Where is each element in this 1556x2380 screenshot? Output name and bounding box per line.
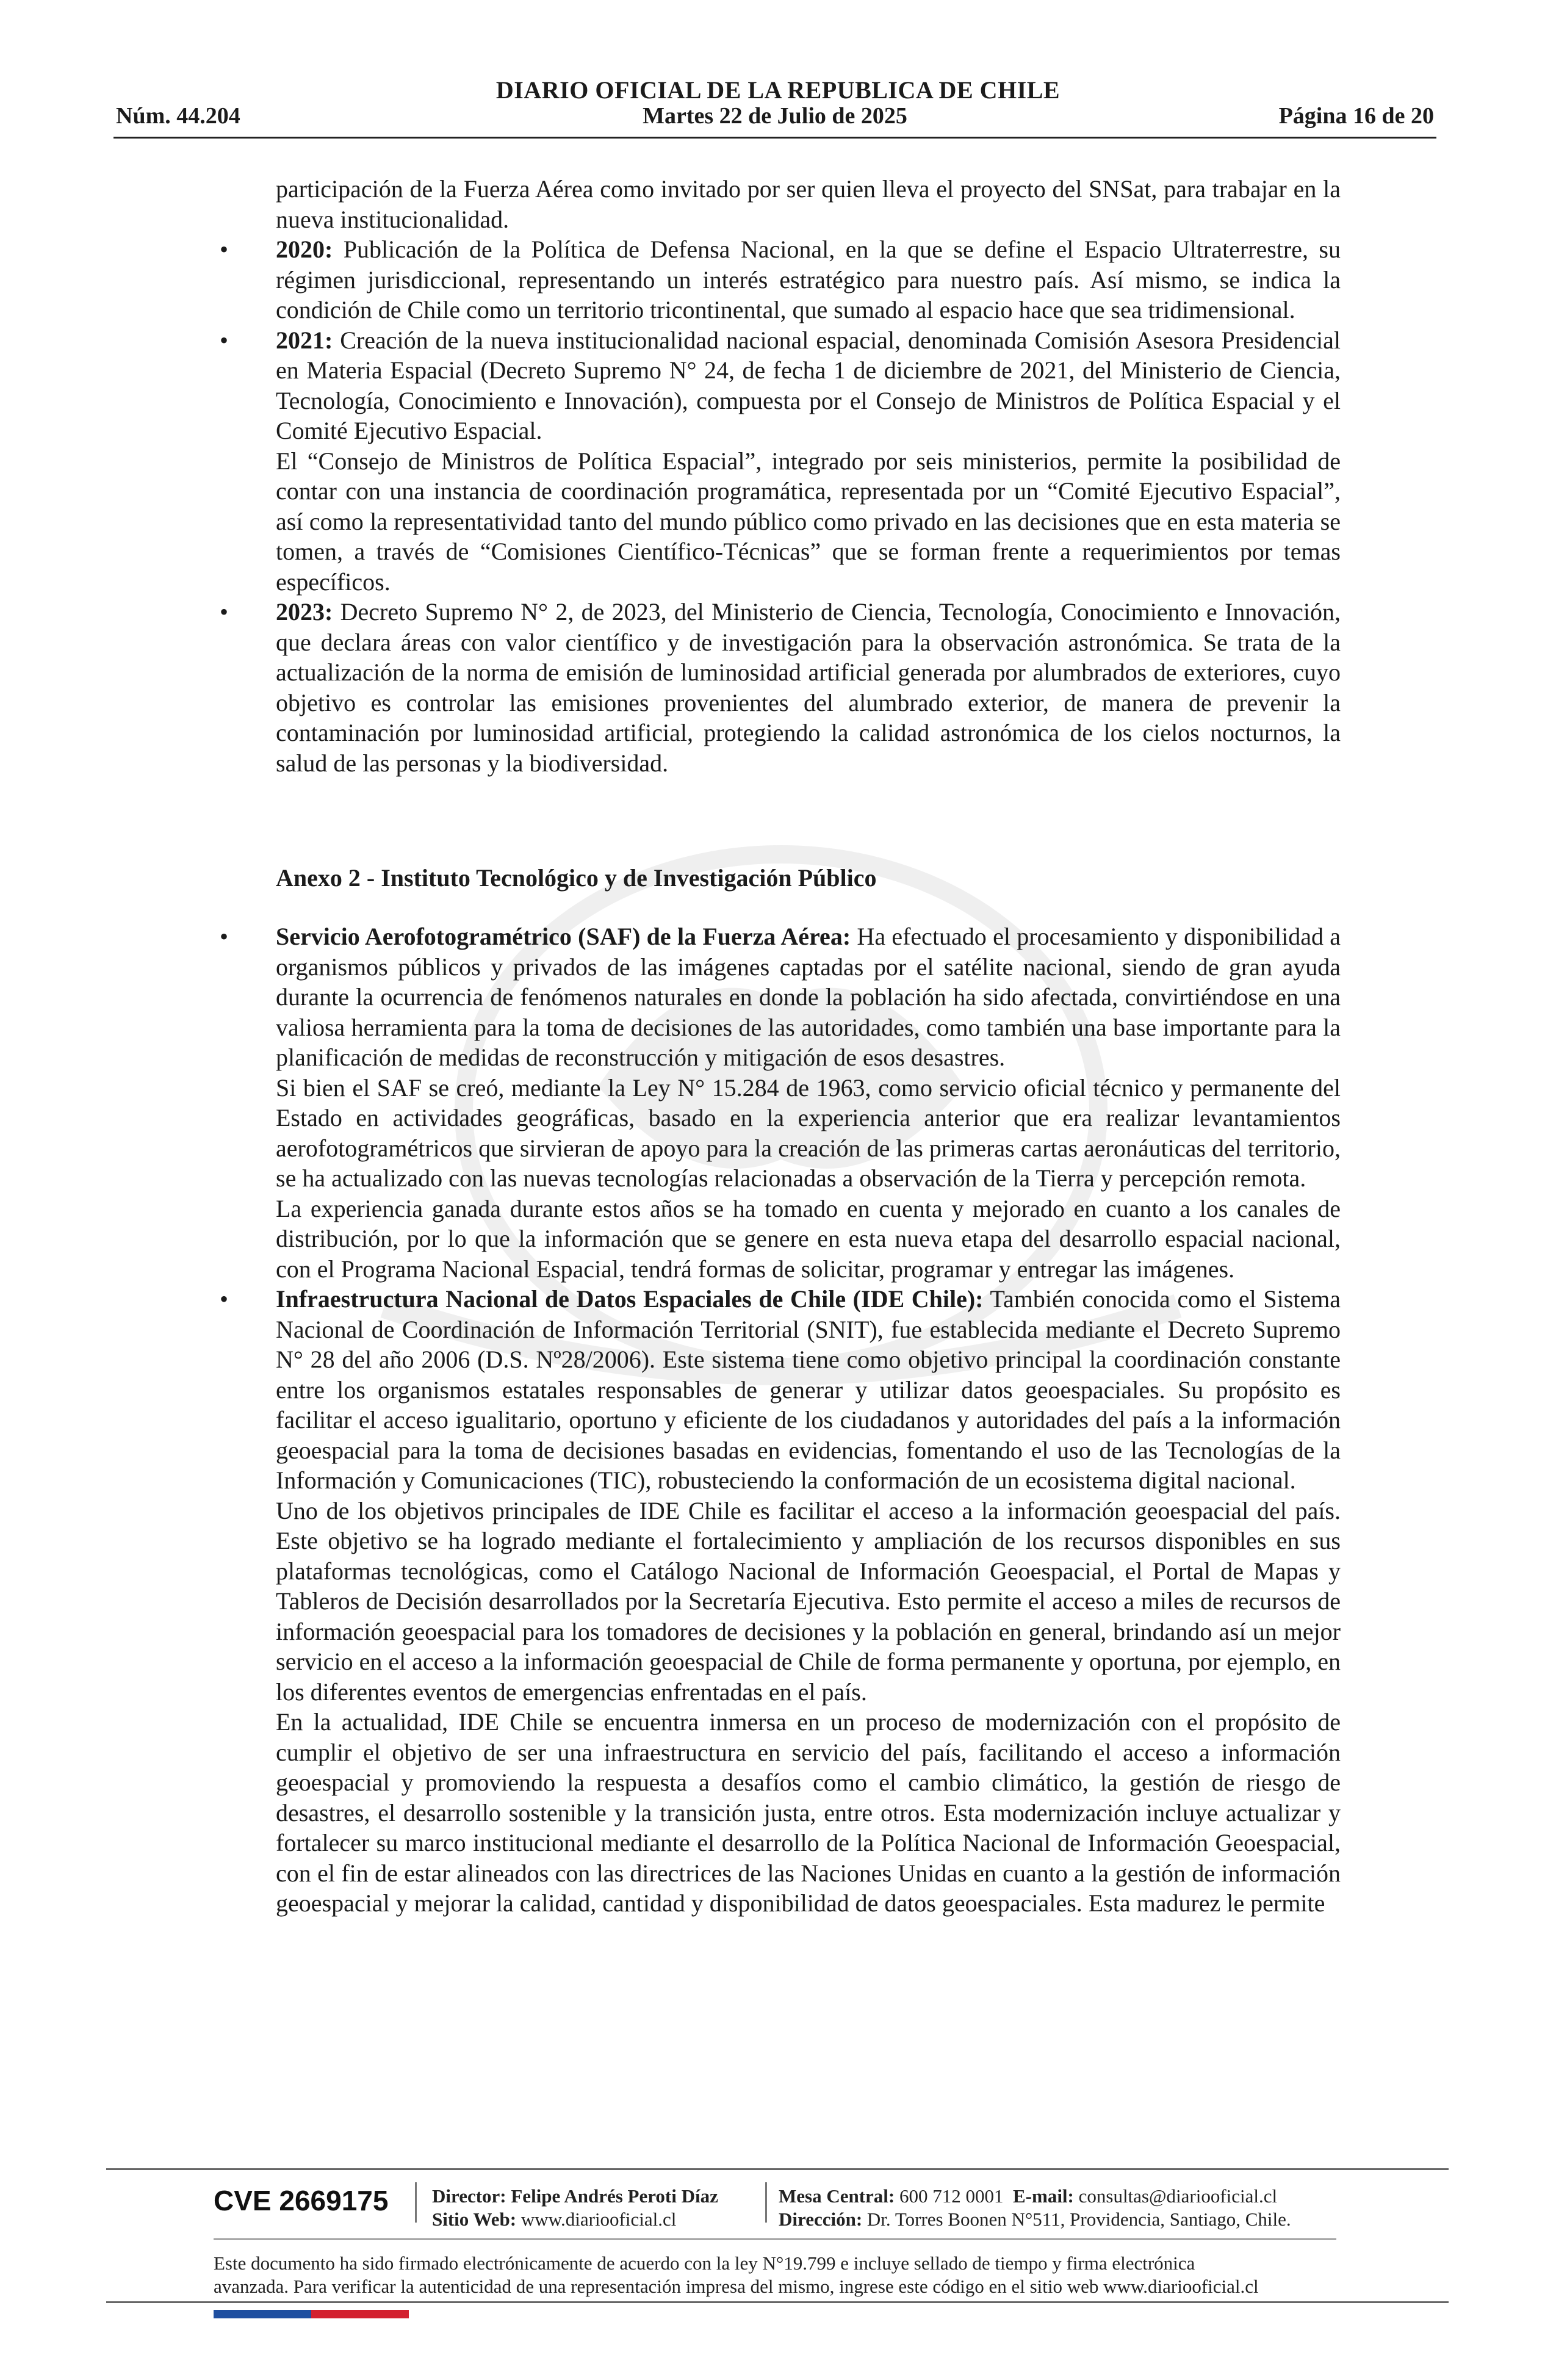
issue-date: Martes 22 de Julio de 2025 [643,103,907,129]
list-item [220,597,1341,778]
legal-line: avanzada. Para verificar la autenticidad de una representación impresa del mismo, ingrese este código en el sitio web www.diariooficial.cl [214,2276,1259,2297]
list-item [276,1073,1341,1194]
list-item [220,1284,1341,1496]
paragraph-text: Ha efectuado el procesamiento y disponibilidad a organismos públicos y privados de las imágenes captadas por el satélite nacional, siendo de gran ayuda durante la ocurrencia de fenómenos naturales en donde la población ha sido afectada, convirtiéndose en una valiosa herramienta para la toma de decisiones de las autoridades, como también una base importante para la planificación de medidas de reconstrucción y mitigación de esos desastres. [276,923,1341,1071]
footer-director-block [432,2185,718,2231]
legal-line: Este documento ha sido firmado electrónicamente de acuerdo con la ley N°19.799 e incluye sellado de tiempo y firma electrónica [214,2252,1195,2274]
paragraph [276,1707,1341,1919]
paragraph-text: Uno de los objetivos principales de IDE Chile es facilitar el acceso a la información geoespacial del país. Este objetivo se ha logrado mediante el fortalecimiento y ampliación de los recursos disponibles en sus plataformas tecnológicas, como el Catálogo Nacional de Información Geoespacial, el Portal de Mapas y Tableros de Decisión desarrollados por la Secretaría Ejecutiva. Esto permite el acceso a miles de recursos de información geoespacial para los tomadores de decisiones y la población en general, brindando así un mejor servicio en el acceso a la información geoespacial de Chile de forma permanente y oportuna, por ejemplo, en los diferentes eventos de emergencias enfrentadas en el país. [276,1496,1341,1706]
paragraph-text: En la actualidad, IDE Chile se encuentra inmersa en un proceso de modernización con el propósito de cumplir el objetivo de ser una infraestructura en servicio del país, facilitando el acceso a información geoespacial y promoviendo la respuesta a desafíos como el cambio climático, la gestión de riesgo de desastres, el desarrollo sostenible y la transición justa, entre otros. Esta modernización incluye actualizar y fortalecer su marco institucional mediante el desarrollo de la Política Nacional de Información Geoespacial, con el fin de estar alineados con las directrices de las Naciones Unidas en cuanto a la gestión de información geoespacial y mejorar la calidad, cantidad y disponibilidad de datos geoespaciales. Esta madurez le permite [276,1708,1341,1917]
newspaper-title: DIARIO OFICIAL DE LA REPUBLICA DE CHILE [495,76,1061,104]
footer-separator [765,2182,767,2223]
list-item [276,174,1341,234]
list-item [276,1707,1341,1919]
paragraph-text: También conocida como el Sistema Nacional de Coordinación de Información Territorial (SNIT), fue establecida mediante el Decreto Supremo N° 28 del año 2006 (D.S. Nº28/2006). Este sistema tiene como objetivo principal la coordinación constante entre los organismos estatales responsables de generar y utilizar datos geoespaciales. Su propósito es facilitar el acceso igualitario, oportuno y eficiente de los ciudadanos y autoridades del país a la información geoespacial para la toma de decisiones basadas en evidencias, fomentando el uso de las Tecnologías de la Información y Comunicaciones (TIC), robusteciendo la conformación de un ecosistema digital nacional. [276,1285,1341,1494]
footer-bottom-divider [106,2301,1449,2303]
paragraph [276,174,1341,234]
paragraph [276,325,1341,446]
list-item [276,1194,1341,1285]
paragraph-lead: 2020: [276,236,333,263]
footer-separator [415,2182,417,2223]
paragraph-lead: Servicio Aerofotogramétrico (SAF) de la Fuerza Aérea: [276,923,851,950]
director-name: Felipe Andrés Peroti Díaz [511,2185,718,2207]
paragraph-text: participación de la Fuerza Aérea como invitado por ser quien lleva el proyecto del SNSat, para trabajar en la nueva institucionalidad. [276,175,1341,233]
list-item [276,446,1341,597]
flag-stripe-blue [214,2310,311,2318]
issue-number: Núm. 44.204 [116,103,240,129]
bullet-marker: • [220,923,229,950]
address-value: Dr. Torres Boonen N°511, Providencia, Santiago, Chile. [866,2209,1291,2230]
section-chronology [220,174,1341,778]
mesa-value: 600 712 0001 [899,2185,1004,2207]
paragraph [276,921,1341,1073]
list-item [220,921,1341,1073]
paragraph [276,234,1341,325]
header-row [116,103,1434,129]
list-item [220,325,1341,446]
email-link[interactable]: consultas@diariooficial.cl [1078,2185,1278,2207]
paragraph [276,1496,1341,1707]
bullet-marker: • [220,236,229,263]
paragraph [276,597,1341,778]
flag-stripe-red [311,2310,409,2318]
paragraph-text: Publicación de la Política de Defensa Nacional, en la que se define el Espacio Ultraterrestre, su régimen jurisdiccional, representando un interés estratégico para nuestro país. Así mismo, se indica la condición de Chile como un territorio tricontinental, que sumado al espacio hace que sea tridimensional. [276,236,1341,323]
bullet-marker: • [220,1285,229,1313]
paragraph [276,1073,1341,1194]
paragraph [276,446,1341,597]
footer-contact-block [779,2185,1291,2231]
paragraph-lead: 2023: [276,598,333,626]
paragraph-lead: Infraestructura Nacional de Datos Espaciales de Chile (IDE Chile): [276,1285,984,1313]
paragraph-text: Decreto Supremo N° 2, de 2023, del Ministerio de Ciencia, Tecnología, Conocimiento e Innovación, que declara áreas con valor científico y de investigación para la observación astronómica. Se trata de la actualización de la norma de emisión de luminosidad artificial generada por alumbrados de exteriores, cuyo objetivo es controlar las emisiones provenientes del alumbrado exterior, de manera de prevenir la contaminación por luminosidad artificial, protegiendo la calidad astronómica de los cielos nocturnos, la salud de las personas y la biodiversidad. [276,598,1341,777]
paragraph-text: El “Consejo de Ministros de Política Espacial”, integrado por seis ministerios, permite la posibilidad de contar con una instancia de coordinación programática, representada por un “Comité Ejecutivo Espacial”, así como la representatividad tanto del mundo público como privado en las decisiones que en esta materia se tomen, a través de “Comisiones Científico-Técnicas” que se forman frente a requerimientos por temas específicos. [276,447,1341,596]
website-label: Sitio Web: [432,2209,517,2230]
annex-heading: Anexo 2 - Instituto Tecnológico y de Investigación Público [276,864,877,892]
page-number: Página 16 de 20 [1278,103,1434,129]
bullet-marker: • [220,326,229,354]
mesa-label: Mesa Central: [779,2185,895,2207]
section-annex-2 [220,921,1341,1919]
footer-inner-divider [214,2238,1336,2240]
email-label: E-mail: [1013,2185,1074,2207]
paragraph-text: Creación de la nueva institucionalidad nacional espacial, denominada Comisión Asesora Presidencial en Materia Espacial (Decreto Supremo N° 24, de fecha 1 de diciembre de 2021, del Ministerio de Ciencia, Tecnología, Conocimiento e Innovación), compuesta por el Consejo de Ministros de Política Espacial y el Comité Ejecutivo Espacial. [276,326,1341,444]
list-item [276,1496,1341,1707]
paragraph-text: La experiencia ganada durante estos años se ha tomado en cuenta y mejorado en cuanto a los canales de distribución, por lo que la información que se genere en esta nueva etapa del desarrollo espacial nacional, con el Programa Nacional Espacial, tendrá formas de solicitar, programar y entregar las imágenes. [276,1194,1341,1283]
paragraph [276,1194,1341,1285]
cve-code: CVE 2669175 [214,2185,389,2216]
website-link[interactable]: www.diariooficial.cl [520,2209,677,2230]
paragraph [276,1284,1341,1496]
director-label: Director: [432,2185,506,2207]
footer-divider [106,2168,1449,2170]
address-label: Dirección: [779,2209,863,2230]
header-divider [113,137,1436,139]
paragraph-lead: 2021: [276,326,333,354]
paragraph-text: Si bien el SAF se creó, mediante la Ley N° 15.284 de 1963, como servicio oficial técnico y permanente del Estado en actividades geográficas, basado en la experiencia anterior que era realizar levantamientos aerofotogramétricos que sirvieran de apoyo para la creación de las primeras cartas aeronáuticas del territorio, se ha actualizado con las nuevas tecnologías relacionadas a observación de la Tierra y percepción remota. [276,1073,1341,1192]
bullet-marker: • [220,598,229,626]
list-item [220,234,1341,325]
legal-notice [214,2252,1373,2298]
